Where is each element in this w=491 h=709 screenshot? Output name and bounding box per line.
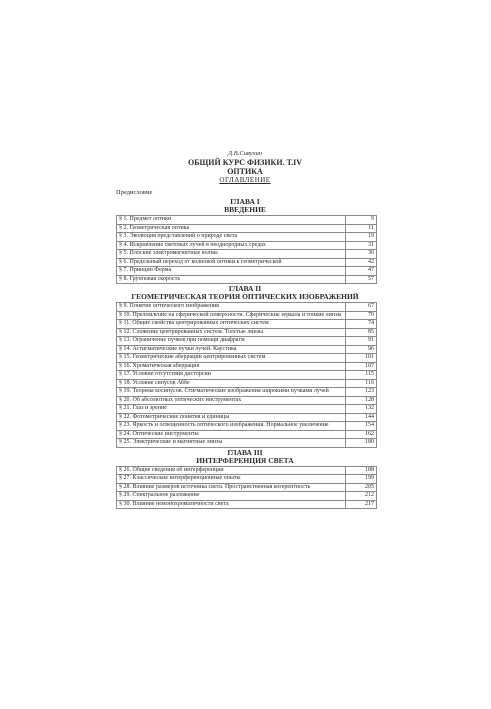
table-row [117, 345, 377, 354]
table-row [117, 241, 377, 250]
section-title: § 22. Фотометрические понятия и единицы [119, 413, 230, 420]
section-title: § 14. Астигматические пучки лучей. Каустика [119, 345, 237, 352]
table-row [117, 388, 377, 397]
section-page-number: 188 [346, 466, 377, 475]
section-title: § 5. Плоские электромагнитные волны [119, 250, 218, 256]
section-title: § 2. Геометрическая оптика [119, 224, 190, 231]
section-page-number: 85 [346, 328, 377, 337]
section-title: § 12. Сложение центрированных систем. Толстые линзы [119, 328, 264, 335]
table-row [117, 303, 377, 312]
section-page-number: 199 [346, 475, 377, 484]
table-row [117, 311, 377, 320]
table-row [117, 354, 377, 363]
chapter-label: ГЛАВА III [227, 447, 263, 457]
section-page-number: 11 [346, 224, 377, 233]
section-title: § 10. Преломление на сферической поверхности. Сферические зеркала и тонкие линзы [119, 311, 342, 318]
table-row [117, 483, 377, 492]
section-title: § 29. Спектральное разложение [119, 492, 200, 498]
section-title: § 25. Электрические и магнитные линзы [119, 439, 223, 445]
section-page-number: 57 [346, 275, 377, 284]
contents-heading: ОГЛАВЛЕНИЕ [219, 176, 271, 184]
author-name: Д.В.Сивухин [228, 150, 262, 157]
table-row [117, 224, 377, 233]
section-title: § 19. Теорема косинусов. Стигматические изображения широкими пучками лучей [119, 388, 329, 394]
section-page-number: 67 [346, 303, 377, 312]
section-page-number: 115 [346, 371, 377, 380]
section-title: § 21. Глаз и зрение [119, 405, 167, 411]
chapters-list [116, 198, 374, 509]
section-page-number: 70 [346, 311, 377, 320]
section-page-number: 36 [346, 250, 377, 259]
section-page-number: 116 [346, 379, 377, 388]
table-row [117, 337, 377, 346]
section-page-number: 19 [346, 233, 377, 242]
table-row [117, 422, 377, 431]
section-page-number: 128 [346, 396, 377, 405]
section-page-number: 217 [346, 500, 377, 509]
book-title: ОБЩИЙ КУРС ФИЗИКИ. Т.IV [187, 158, 302, 167]
chapter-label: ГЛАВА II [228, 284, 262, 293]
table-row [117, 379, 377, 388]
section-title: § 16. Хроматическая аберрация [119, 362, 200, 369]
table-row [117, 492, 377, 501]
table-of-contents-page [116, 150, 374, 509]
table-row [117, 267, 377, 276]
section-title: § 28. Влияние размеров источника света. Пространственная когерентность [119, 483, 311, 490]
table-row [117, 362, 377, 371]
chapter-title: ИНТЕРФЕРЕНЦИЯ СВЕТА [196, 455, 294, 465]
table-row [117, 413, 377, 422]
section-title: § 1. Предмет оптики [119, 216, 172, 222]
table-row [117, 500, 377, 509]
table-row [117, 275, 377, 284]
section-page-number: 212 [346, 492, 377, 501]
table-row [117, 250, 377, 259]
section-page-number: 96 [346, 345, 377, 354]
chapter-title: ВВЕДЕНИЕ [224, 205, 266, 214]
section-title: § 6. Предельный переход от волновой оптики к геометрической [119, 258, 282, 265]
section-page-number: 123 [346, 388, 377, 397]
table-row [117, 328, 377, 337]
table-row [117, 258, 377, 267]
preface-entry: Предисловие [116, 189, 153, 196]
table-row [117, 430, 377, 439]
section-page-number: 205 [346, 483, 377, 492]
table-row [117, 371, 377, 380]
section-page-number: 42 [346, 258, 377, 267]
chapter-sections-table [116, 215, 377, 284]
section-title: § 15. Геометрические аберрации центрированных систем [119, 354, 266, 360]
section-title: § 18. Условие синусов Аббе [119, 379, 190, 386]
section-title: § 20. Об абсолютных оптических инструментах [119, 396, 242, 403]
table-row [117, 439, 377, 448]
chapter-title: ГЕОМЕТРИЧЕСКАЯ ТЕОРИЯ ОПТИЧЕСКИХ ИЗОБРАЖЕНИЙ [131, 292, 359, 301]
section-title: § 30. Влияние немонохроматичности света [119, 500, 229, 507]
section-page-number: 101 [346, 354, 377, 363]
section-page-number: 9 [346, 216, 377, 225]
section-title: § 11. Общие свойства центрированных оптических систем [119, 320, 269, 326]
chapter-label: ГЛАВА I [230, 197, 260, 206]
section-page-number: 132 [346, 405, 377, 414]
section-page-number: 107 [346, 362, 377, 371]
section-page-number: 162 [346, 430, 377, 439]
book-subject: ОПТИКА [227, 167, 263, 176]
section-title: § 17. Условие отсутствия дисторсии [119, 371, 211, 377]
table-row [117, 405, 377, 414]
section-title: § 24. Оптические инструменты [119, 430, 199, 437]
section-page-number: 47 [346, 267, 377, 276]
section-page-number: 91 [346, 337, 377, 346]
table-row [117, 466, 377, 475]
section-page-number: 31 [346, 241, 377, 250]
table-row [117, 475, 377, 484]
chapter-sections-table [116, 466, 377, 510]
section-page-number: 74 [346, 320, 377, 329]
section-title: § 7. Принцип Ферма [119, 267, 172, 273]
table-row [117, 216, 377, 225]
section-title: § 9. Понятие оптического изображения [119, 303, 219, 309]
section-title: § 23. Яркость и освещенность оптического изображения. Нормальное увеличение [119, 422, 329, 428]
section-title: § 4. Искривление световых лучей в неоднородных средах [119, 241, 266, 248]
table-row [117, 396, 377, 405]
section-title: § 26. Общие сведения об интерференции [119, 466, 224, 473]
section-title: § 3. Эволюция представлений о природе света [119, 233, 238, 239]
table-row [117, 233, 377, 242]
section-page-number: 144 [346, 413, 377, 422]
section-title: § 27. Классические интерференционные опыты [119, 475, 241, 481]
section-title: § 13. Ограничение пучков при помощи диафрагм [119, 337, 245, 343]
section-page-number: 154 [346, 422, 377, 431]
table-row [117, 320, 377, 329]
section-title: § 8. Групповая скорость [119, 275, 181, 282]
section-page-number: 180 [346, 439, 377, 448]
chapter-sections-table [116, 302, 377, 448]
